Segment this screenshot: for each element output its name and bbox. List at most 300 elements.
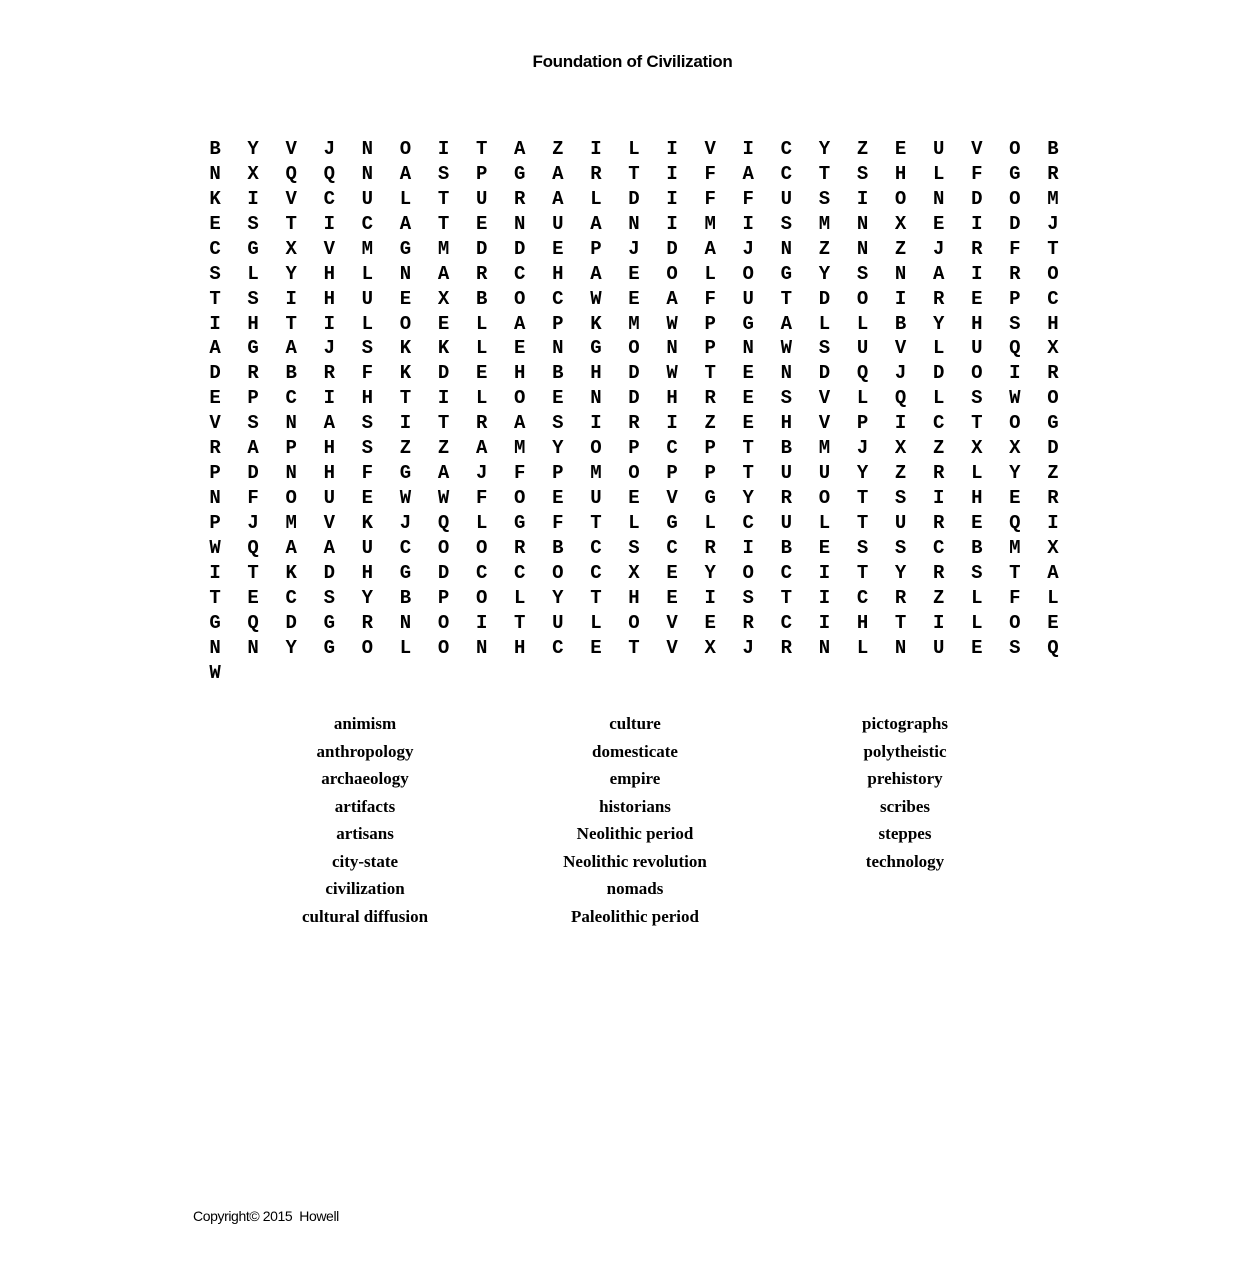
grid-letter: D [971, 187, 983, 210]
word-list-item: empire [609, 769, 661, 788]
word-list-item: historians [599, 796, 671, 816]
grid-letter: G [399, 237, 412, 260]
grid-letter: C [361, 212, 374, 235]
grid-letter: A [780, 312, 793, 335]
grid-letter: A [1047, 561, 1059, 584]
grid-letter: M [818, 212, 831, 235]
grid-letter: I [666, 162, 678, 185]
grid-letter: U [361, 287, 374, 310]
grid-letter: O [552, 561, 564, 584]
grid-letter: Y [894, 561, 907, 584]
grid-letter: I [742, 137, 754, 160]
grid-letter: E [666, 561, 678, 584]
grid-letter: W [590, 287, 602, 310]
grid-letter: L [514, 586, 526, 609]
grid-letter: E [552, 487, 564, 510]
grid-letter: S [628, 536, 640, 559]
grid-letter: L [628, 512, 640, 535]
grid-letter: P [628, 437, 640, 460]
grid-letter: N [285, 412, 297, 435]
grid-letter: T [209, 287, 221, 310]
grid-letter: H [971, 312, 983, 335]
grid-letter: L [475, 337, 488, 360]
grid-letter: O [514, 487, 526, 510]
grid-letter: I [323, 387, 335, 410]
grid-letter: Y [742, 487, 754, 510]
grid-letter: F [552, 512, 564, 535]
grid-letter: Y [818, 137, 831, 160]
grid-letter: I [894, 412, 907, 435]
grid-letter: H [552, 262, 564, 285]
grid-letter: O [628, 337, 640, 360]
grid-letter: A [247, 437, 259, 460]
grid-letter: R [514, 536, 526, 559]
grid-letter: D [475, 237, 488, 260]
grid-letter: E [971, 287, 983, 310]
grid-letter: L [590, 611, 602, 634]
grid-letter: S [323, 586, 335, 609]
grid-letter: I [818, 586, 831, 609]
grid-letter: T [1047, 237, 1059, 260]
grid-letter: M [437, 237, 450, 260]
grid-letter: Q [1009, 512, 1021, 535]
grid-letter: T [209, 586, 221, 609]
grid-letter: O [628, 462, 640, 485]
grid-letter: T [590, 512, 602, 535]
grid-letter: C [514, 561, 526, 584]
grid-letter: L [361, 262, 374, 285]
grid-letter: V [818, 387, 831, 410]
grid-letter: R [628, 412, 640, 435]
grid-letter: I [932, 611, 945, 634]
grid-letter: B [475, 287, 488, 310]
grid-letter: B [894, 312, 907, 335]
word-list-item: culture [609, 714, 661, 733]
grid-letter: K [590, 312, 602, 335]
word-list-item: archaeology [321, 769, 409, 788]
grid-letter: O [1009, 137, 1021, 160]
grid-letter: S [856, 536, 869, 559]
grid-letter: F [247, 487, 259, 510]
grid-letter: N [247, 636, 259, 659]
grid-letter: I [1047, 512, 1059, 535]
grid-letter: U [818, 462, 831, 485]
grid-letter: I [932, 487, 945, 510]
grid-letter: D [628, 187, 640, 210]
grid-letter: S [361, 437, 374, 460]
grid-letter: U [552, 611, 564, 634]
grid-letter: A [514, 412, 526, 435]
grid-letter: X [971, 437, 983, 460]
grid-letter: E [628, 287, 640, 310]
grid-letter: E [666, 586, 678, 609]
grid-letter: E [399, 287, 412, 310]
grid-letter: T [590, 586, 602, 609]
grid-letter: V [818, 412, 831, 435]
grid-letter: P [247, 387, 259, 410]
grid-letter: S [552, 412, 564, 435]
grid-letter: O [971, 362, 983, 385]
grid-letter: E [552, 387, 564, 410]
grid-letter: B [971, 536, 983, 559]
grid-letter: U [323, 487, 335, 510]
grid-letter: O [514, 287, 526, 310]
grid-letter: B [209, 137, 221, 160]
grid-letter: E [361, 487, 374, 510]
grid-letter: L [971, 462, 983, 485]
grid-letter: A [552, 162, 564, 185]
word-list-item: prehistory [867, 769, 943, 788]
grid-letter: D [285, 611, 297, 634]
grid-letter: O [742, 262, 754, 285]
grid-letter: T [1009, 561, 1021, 584]
grid-letter: L [971, 611, 983, 634]
grid-letter: X [247, 162, 259, 185]
grid-letter: I [971, 262, 983, 285]
grid-letter: R [514, 187, 526, 210]
grid-letter: A [437, 462, 450, 485]
grid-letter: J [856, 437, 869, 460]
grid-letter: D [628, 387, 640, 410]
grid-letter: N [628, 212, 640, 235]
grid-letter: T [628, 162, 640, 185]
word-list-item: anthropology [316, 741, 414, 761]
grid-letter: T [971, 412, 983, 435]
grid-letter: B [780, 437, 793, 460]
grid-letter: X [894, 437, 907, 460]
grid-letter: I [285, 287, 297, 310]
grid-letter: I [742, 536, 754, 559]
grid-letter: N [894, 636, 907, 659]
grid-letter: D [932, 362, 945, 385]
grid-letter: K [399, 362, 412, 385]
grid-letter: O [361, 636, 374, 659]
grid-letter: Z [1047, 462, 1059, 485]
grid-letter: N [399, 611, 412, 634]
grid-letter: V [666, 611, 678, 634]
grid-letter: R [932, 462, 945, 485]
grid-letter: F [514, 462, 526, 485]
grid-letter: T [742, 437, 754, 460]
grid-letter: G [247, 237, 259, 260]
grid-letter: J [247, 512, 259, 535]
grid-letter: S [361, 337, 374, 360]
grid-letter: O [742, 561, 754, 584]
grid-letter: U [361, 536, 374, 559]
grid-letter: S [818, 337, 831, 360]
word-list-item: city-state [331, 851, 399, 871]
grid-letter: Y [552, 437, 564, 460]
grid-letter: R [780, 636, 793, 659]
grid-letter: O [437, 636, 450, 659]
grid-letter: J [932, 237, 945, 260]
grid-letter: H [590, 362, 602, 385]
grid-letter: H [247, 312, 259, 335]
grid-letter: P [704, 337, 716, 360]
grid-letter: S [742, 586, 754, 609]
grid-letter: I [666, 212, 678, 235]
grid-letter: B [1047, 137, 1059, 160]
grid-letter: H [856, 611, 869, 634]
grid-letter: L [856, 312, 869, 335]
grid-letter: G [514, 162, 526, 185]
grid-letter: C [780, 137, 793, 160]
grid-letter: D [818, 362, 831, 385]
grid-letter: E [932, 212, 945, 235]
grid-letter: A [437, 262, 450, 285]
word-list-item: scribes [879, 796, 931, 816]
grid-letter: O [894, 187, 907, 210]
word-column [770, 710, 1040, 930]
grid-letter: Z [552, 137, 564, 160]
grid-letter: S [894, 487, 907, 510]
grid-letter: P [437, 586, 450, 609]
grid-letter: R [704, 387, 716, 410]
grid-letter: N [361, 162, 374, 185]
grid-letter: N [514, 212, 526, 235]
grid-letter: E [628, 487, 640, 510]
grid-letter: G [323, 636, 335, 659]
grid-letter: U [361, 187, 374, 210]
grid-letter: Z [818, 237, 831, 260]
grid-letter: N [780, 237, 793, 260]
grid-letter: F [704, 187, 716, 210]
grid-letter: C [475, 561, 488, 584]
grid-letter: A [666, 287, 678, 310]
grid-letter: Q [285, 162, 297, 185]
word-column [230, 710, 500, 930]
grid-letter: I [590, 412, 602, 435]
grid-letter: C [209, 237, 221, 260]
grid-letter: V [285, 137, 297, 160]
grid-letter: W [1009, 387, 1021, 410]
grid-letter: R [323, 362, 335, 385]
grid-letter: N [818, 636, 831, 659]
grid-letter: T [780, 287, 793, 310]
grid-letter: X [1047, 337, 1059, 360]
grid-letter: C [323, 187, 335, 210]
grid-letter: T [628, 636, 640, 659]
grid-letter: A [285, 536, 297, 559]
grid-letter: A [209, 337, 221, 360]
grid-letter: L [361, 312, 374, 335]
grid-letter: Z [894, 462, 907, 485]
grid-letter: O [1047, 387, 1059, 410]
grid-letter: S [437, 162, 450, 185]
grid-letter: H [323, 437, 335, 460]
grid-letter: A [590, 262, 602, 285]
word-list-item: artifacts [334, 796, 396, 816]
grid-letter: N [399, 262, 412, 285]
grid-letter: Y [285, 636, 297, 659]
grid-letter: H [361, 561, 374, 584]
grid-letter: S [856, 162, 869, 185]
grid-letter: J [399, 512, 412, 535]
grid-letter: X [704, 636, 716, 659]
grid-letter: O [437, 536, 450, 559]
grid-letter: Y [247, 137, 259, 160]
word-list-item: Neolithic revolution [563, 851, 707, 871]
grid-letter: Q [1009, 337, 1021, 360]
grid-letter: S [1009, 636, 1021, 659]
grid-letter: C [932, 536, 945, 559]
grid-letter: O [1009, 187, 1021, 210]
grid-letter: A [704, 237, 716, 260]
grid-letter: H [323, 262, 335, 285]
grid-letter: T [399, 387, 412, 410]
grid-letter: Y [932, 312, 945, 335]
grid-letter: L [399, 636, 412, 659]
grid-letter: S [209, 262, 221, 285]
grid-letter: L [475, 512, 488, 535]
grid-letter: G [1009, 162, 1021, 185]
grid-letter: I [666, 187, 678, 210]
grid-letter: R [932, 561, 945, 584]
grid-letter: O [818, 487, 831, 510]
grid-letter: A [932, 262, 945, 285]
grid-letter: R [780, 487, 793, 510]
grid-letter: G [323, 611, 335, 634]
grid-letter: X [628, 561, 640, 584]
grid-letter: G [780, 262, 793, 285]
grid-letter: E [971, 512, 983, 535]
grid-letter: U [971, 337, 983, 360]
grid-letter: Y [285, 262, 297, 285]
grid-letter: U [932, 636, 945, 659]
grid-letter: N [209, 487, 221, 510]
grid-letter: L [399, 187, 412, 210]
grid-letter: L [932, 162, 945, 185]
grid-letter: N [285, 462, 297, 485]
grid-letter: N [590, 387, 602, 410]
grid-letter: H [666, 387, 678, 410]
grid-letter: H [894, 162, 907, 185]
grid-letter: B [285, 362, 297, 385]
grid-letter: E [590, 636, 602, 659]
grid-letter: N [361, 137, 374, 160]
grid-letter: N [475, 636, 488, 659]
grid-letter: T [247, 561, 259, 584]
grid-letter: Z [704, 412, 716, 435]
grid-letter: V [894, 337, 907, 360]
grid-letter: T [742, 462, 754, 485]
grid-letter: F [475, 487, 488, 510]
grid-letter: C [552, 636, 564, 659]
grid-letter: I [247, 187, 259, 210]
grid-letter: Y [361, 586, 374, 609]
grid-letter: C [856, 586, 869, 609]
grid-letter: A [475, 437, 488, 460]
grid-letter: A [323, 412, 335, 435]
grid-letter: S [247, 212, 259, 235]
grid-letter: D [1047, 437, 1059, 460]
grid-letter: W [209, 661, 221, 684]
grid-letter: V [971, 137, 983, 160]
grid-letter: P [552, 462, 564, 485]
grid-letter: R [704, 536, 716, 559]
grid-letter: E [742, 387, 754, 410]
grid-letter: Q [1047, 636, 1059, 659]
word-list-item: Neolithic period [576, 824, 694, 843]
grid-letter: R [932, 512, 945, 535]
word-list-item: Paleolithic period [571, 906, 699, 926]
grid-letter: Q [856, 362, 869, 385]
grid-letter: X [437, 287, 450, 310]
grid-letter: T [856, 487, 869, 510]
grid-letter: D [247, 462, 259, 485]
grid-letter: E [552, 237, 564, 260]
grid-letter: R [1009, 262, 1021, 285]
grid-letter: F [704, 162, 716, 185]
grid-letter: G [399, 561, 412, 584]
grid-letter: S [971, 561, 983, 584]
grid-letter: E [818, 536, 831, 559]
grid-letter: I [856, 187, 869, 210]
grid-letter: K [399, 337, 412, 360]
grid-letter: T [514, 611, 526, 634]
grid-letter: H [514, 636, 526, 659]
grid-letter: X [1047, 536, 1059, 559]
grid-letter: T [475, 137, 488, 160]
grid-letter: O [399, 137, 412, 160]
word-list [230, 710, 1070, 930]
grid-letter: E [971, 636, 983, 659]
grid-letter: I [437, 387, 450, 410]
grid-letter: H [323, 287, 335, 310]
grid-letter: J [323, 337, 335, 360]
grid-letter: I [818, 561, 831, 584]
grid-letter: G [666, 512, 678, 535]
grid-letter: D [514, 237, 526, 260]
grid-letter: N [209, 162, 221, 185]
grid-letter: L [932, 337, 945, 360]
grid-letter: R [1047, 362, 1059, 385]
grid-letter: E [1047, 611, 1059, 634]
grid-letter: P [856, 412, 869, 435]
grid-letter: S [247, 412, 259, 435]
grid-letter: W [399, 487, 412, 510]
grid-letter: O [1009, 611, 1021, 634]
grid-letter: R [1047, 487, 1059, 510]
grid-letter: L [856, 387, 869, 410]
grid-letter: S [856, 262, 869, 285]
grid-letter: D [437, 362, 450, 385]
grid-letter: C [780, 611, 793, 634]
grid-letter: I [971, 212, 983, 235]
grid-letter: M [590, 462, 602, 485]
grid-letter: D [1009, 212, 1021, 235]
word-list-item: technology [865, 851, 945, 871]
grid-letter: O [590, 437, 602, 460]
grid-letter: N [856, 237, 869, 260]
grid-letter: D [628, 362, 640, 385]
grid-letter: G [247, 337, 259, 360]
grid-letter: E [475, 362, 488, 385]
grid-letter: N [552, 337, 564, 360]
grid-letter: A [514, 312, 526, 335]
grid-letter: W [437, 487, 450, 510]
grid-letter: J [1047, 212, 1059, 235]
grid-letter: G [742, 312, 754, 335]
grid-letter: L [628, 137, 640, 160]
grid-letter: X [285, 237, 297, 260]
grid-letter: A [285, 337, 297, 360]
grid-letter: B [780, 536, 793, 559]
grid-letter: Z [437, 437, 450, 460]
grid-letter: K [209, 187, 221, 210]
grid-letter: P [666, 462, 678, 485]
grid-letter: R [932, 287, 945, 310]
